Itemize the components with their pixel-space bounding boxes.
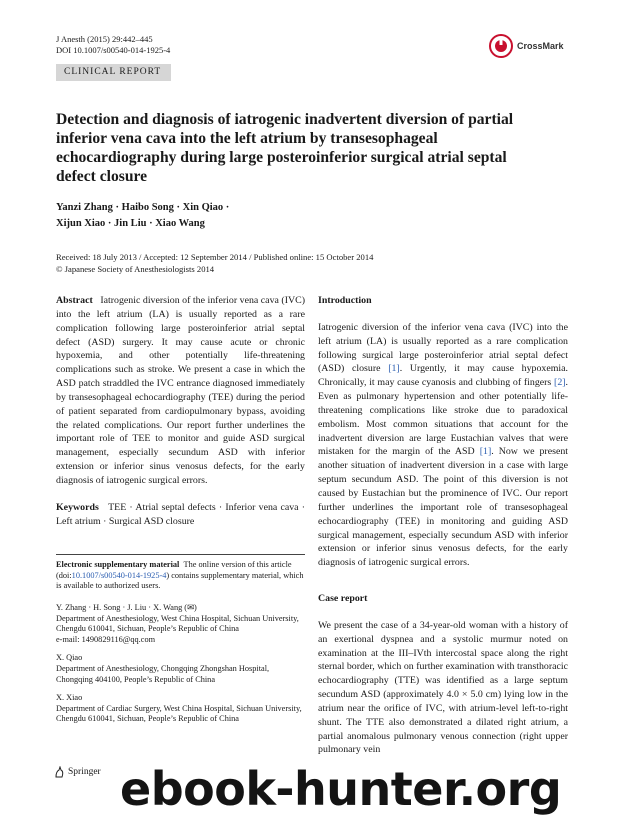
springer-logo [54,766,101,778]
affiliation-dept: Department of Anesthesiology, Chongqing Zhongshan Hospital, Chongqing 404100, People’s Republic of China [56,663,270,684]
left-column [56,294,305,529]
citation-link[interactable]: [1] [388,363,400,375]
springer-horse-icon [54,766,65,778]
article-title: Detection and diagnosis of iatrogenic inadvertent diversion of partial inferior vena cava into the left atrium by transesophageal echocardiography during large posteroinferior surgical atrial septal defect closure [56,111,514,185]
abstract [56,294,305,488]
affiliation-dept: Department of Anesthesiology, West China Hospital, Sichuan University, Chengdu 610041, Sichuan, People’s Republic of China [56,613,299,634]
affiliation-2 [56,653,305,685]
affiliation-names: Y. Zhang · H. Song · J. Liu · X. Wang (✉) [56,603,197,612]
intro-part-1: Iatrogenic diversion of the inferior vena cava (IVC) into the left atrium (LA) is usually reported as a rare complication following surgical large posteroinferior atrial septal defect (ASD) closure [318,321,568,375]
journal-doi: DOI 10.1007/s00540-014-1925-4 [56,45,171,55]
introduction-heading: Introduction [318,295,372,306]
keywords-text: TEE · Atrial septal defects · Inferior vena cava · Left atrium · Surgical ASD closure [56,501,306,527]
crossmark-label: CrossMark [517,41,564,51]
esm-text-before: The online version of this article (doi: [56,560,292,580]
citation-link[interactable]: [1] [479,446,492,458]
introduction-text [318,321,568,570]
abstract-label: Abstract [56,295,93,306]
abstract-text: Iatrogenic diversion of the inferior vena cava (IVC) into the left atrium (LA) is usually reported as a rare complication following large posteroinferior atrial septal defect (ASD) surgery. It may cause acute or chronic hypoxemia, and other potentially life-threatening complications such as stroke. We present a case in which the ASD patch straddled the IVC entrance diagnosed immediately by transesophageal echocardiography (TEE) during the period of patient separated from cardiopulmonary bypass, avoiding the related complications. Our report further underlines the important role of TEE to monitor and guide ASD surgical management, especially secundum ASD with inferior extension or inferior sinus venosus defects, for the early diagnosis of iatrogenic surgical errors. [56,295,305,486]
esm-text-after: ) contains supplementary material, which is available to authorized users. [56,570,304,591]
affiliation-names: X. Qiao [56,653,83,663]
springer-label: Springer [68,767,101,777]
journal-header [56,34,170,56]
case-report-text: We present the case of a 34-year-old woman with a history of an exertional dyspnea and a systolic murmur noted on examination at the III–IVth intercostal space along the right sternal border, which on further examination with transthoracic echocardiography (TTE) was identified as a large septum secundum ASD (approximately 4.0 × 5.0 cm) lying low in the atrium near the orifice of IVC, with atrium-level left-to-right shunt. The TTE also demonstrated a dilated right atrium, a partial anomalous pulmonary venous connection (right upper pulmonary vein [318,619,568,756]
affiliation-email[interactable]: e-mail: 1490829116@qq.com [56,634,156,644]
intro-part-3: . Even as pulmonary hypertension and other potentially life-threatening complications like stroke due to paradoxical embolism. Most common situations that account for the inadvertent diversion are large Eustachian valves that were mistaken for the margin of the ASD [318,377,569,458]
crossmark-badge[interactable] [489,33,571,59]
intro-part-4: . Now we present another situation of inadvertent diversion in a case with large septum secundum ASD. The point of this diversion is not caused by Eustachian but the prominence of IVC. Our report further underlines the important role of transesophageal echocardiography (TEE) in monitoring and guiding ASD surgical management, especially secundum ASD with inferior extension or inferior sinus venosus defects, for the early diagnosis of iatrogenic surgical errors. [318,446,569,569]
authors-line-2: Xijun Xiao · Jin Liu · Xiao Wang [56,218,205,229]
intro-part-2: . Urgently, it may cause hypoxemia. Chronically, it may cause cyanosis and clubbing of fingers [318,363,569,389]
esm-doi-link[interactable]: 10.1007/s00540-014-1925-4 [71,570,167,580]
citation-link[interactable]: [2] [554,377,566,389]
article-type-badge: CLINICAL REPORT [56,64,171,81]
case-report-heading: Case report [318,593,368,605]
journal-citation: J Anesth (2015) 29:442–445 [56,34,153,44]
copyright-line: © Japanese Society of Anesthesiologists 2014 [56,263,215,274]
footnote-divider [56,554,305,555]
crossmark-icon [489,34,513,58]
esm-label: Electronic supplementary material [56,560,180,569]
supplementary-material-note [56,560,305,592]
keywords [56,501,305,529]
dates-line: Received: 18 July 2013 / Accepted: 12 September 2014 / Published online: 15 October 2014 [56,252,374,262]
keywords-label: Keywords [56,501,99,513]
author-list [56,200,356,232]
authors-line-1: Yanzi Zhang · Haibo Song · Xin Qiao · [56,202,230,213]
affiliation-dept: Department of Cardiac Surgery, West China Hospital, Sichuan University, Chengdu 610041, Sichuan, People’s Republic of China [56,703,302,724]
publication-dates [56,252,556,275]
affiliations [56,603,305,733]
watermark: ebook-hunter.org [120,762,562,816]
affiliation-names: X. Xiao [56,693,83,703]
right-column [318,294,568,757]
affiliation-3 [56,693,305,725]
affiliation-1 [56,603,305,645]
